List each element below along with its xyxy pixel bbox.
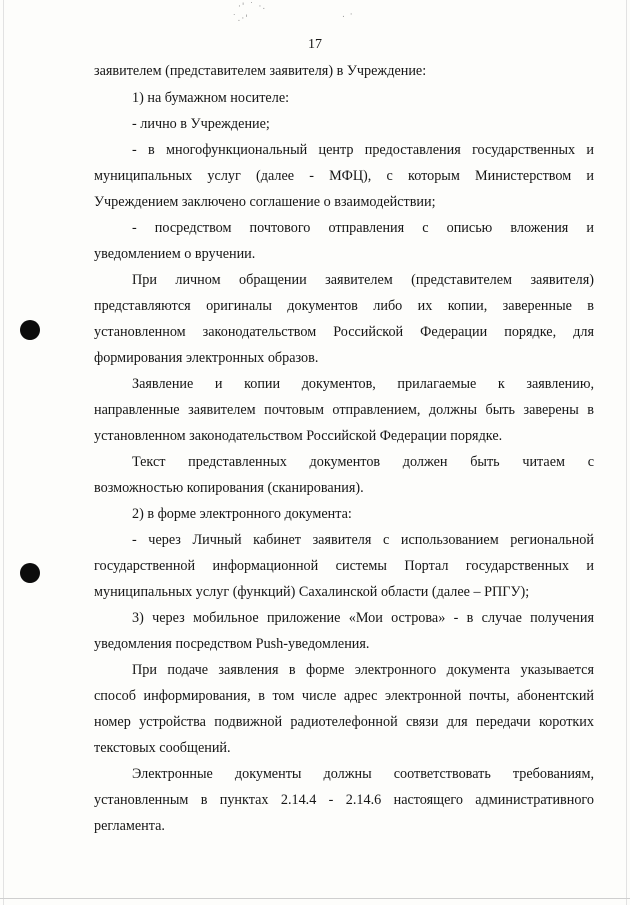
text-line: - лично в Учреждение; [132,116,270,132]
text-line: При личном обращении заявителем (представителем заявителя) [132,272,594,288]
scan-edge-right [626,0,627,905]
text-line: регламента. [94,818,165,834]
text-line: заявителем (представителем заявителя) в Учреждение: [94,63,427,79]
text-line: муниципальных услуг (далее - МФЦ), с которым Министерством и [94,168,594,184]
text-line: - посредством почтового отправления с описью вложения и [132,220,594,236]
text-line: установленном законодательством Российской Федерации порядке. [94,428,503,444]
scan-edge-bottom [0,898,630,899]
text-line: государственной информационной системы Портал государственных и [94,558,594,574]
text-line: - в многофункциональный центр предоставления государственных и [132,142,594,158]
text-line: формирования электронных образов. [94,350,319,366]
page-number: 17 [308,37,322,52]
text-line: текстовых сообщений. [94,740,231,756]
text-line: установленном законодательством Российской Федерации порядке, для [94,324,594,340]
text-line: 3) через мобильное приложение «Мои острова» - в случае получения [132,610,594,626]
punch-hole-bottom [20,563,40,583]
scan-artifact: ˙.·' [232,14,249,24]
scan-artifact: . · [342,10,354,20]
text-line: 2) в форме электронного документа: [132,506,352,522]
punch-hole-top [20,320,40,340]
text-line: 1) на бумажном носителе: [132,90,290,106]
text-line: Заявление и копии документов, прилагаемые к заявлению, [132,376,594,392]
text-line: - через Личный кабинет заявителя с использованием региональной [132,532,594,548]
scan-artifact: ·' ˙ ·. [238,2,267,12]
text-line: Учреждением заключено соглашение о взаимодействии; [94,194,436,210]
text-line: муниципальных услуг (функций) Сахалинской области (далее – РПГУ); [94,584,530,600]
text-line: уведомления посредством Push-уведомления. [94,636,370,652]
text-line: уведомлением о вручении. [94,246,256,262]
text-line: представляются оригиналы документов либо их копии, заверенные в [94,298,594,314]
text-line: направленные заявителем почтовым отправлением, должны быть заверены в [94,402,594,418]
text-line: установленным в пунктах 2.14.4 - 2.14.6 настоящего административного [94,792,594,808]
scan-edge-left [3,0,4,905]
text-line: При подаче заявления в форме электронного документа указывается [132,662,594,678]
text-line: Электронные документы должны соответствовать требованиям, [132,766,594,782]
text-line: номер устройства подвижной радиотелефонной связи для передачи коротких [94,714,594,730]
text-line: способ информирования, в том числе адрес электронной почты, абонентский [94,688,594,704]
text-line: возможностью копирования (сканирования). [94,480,364,496]
text-line: Текст представленных документов должен быть читаем с [132,454,594,470]
